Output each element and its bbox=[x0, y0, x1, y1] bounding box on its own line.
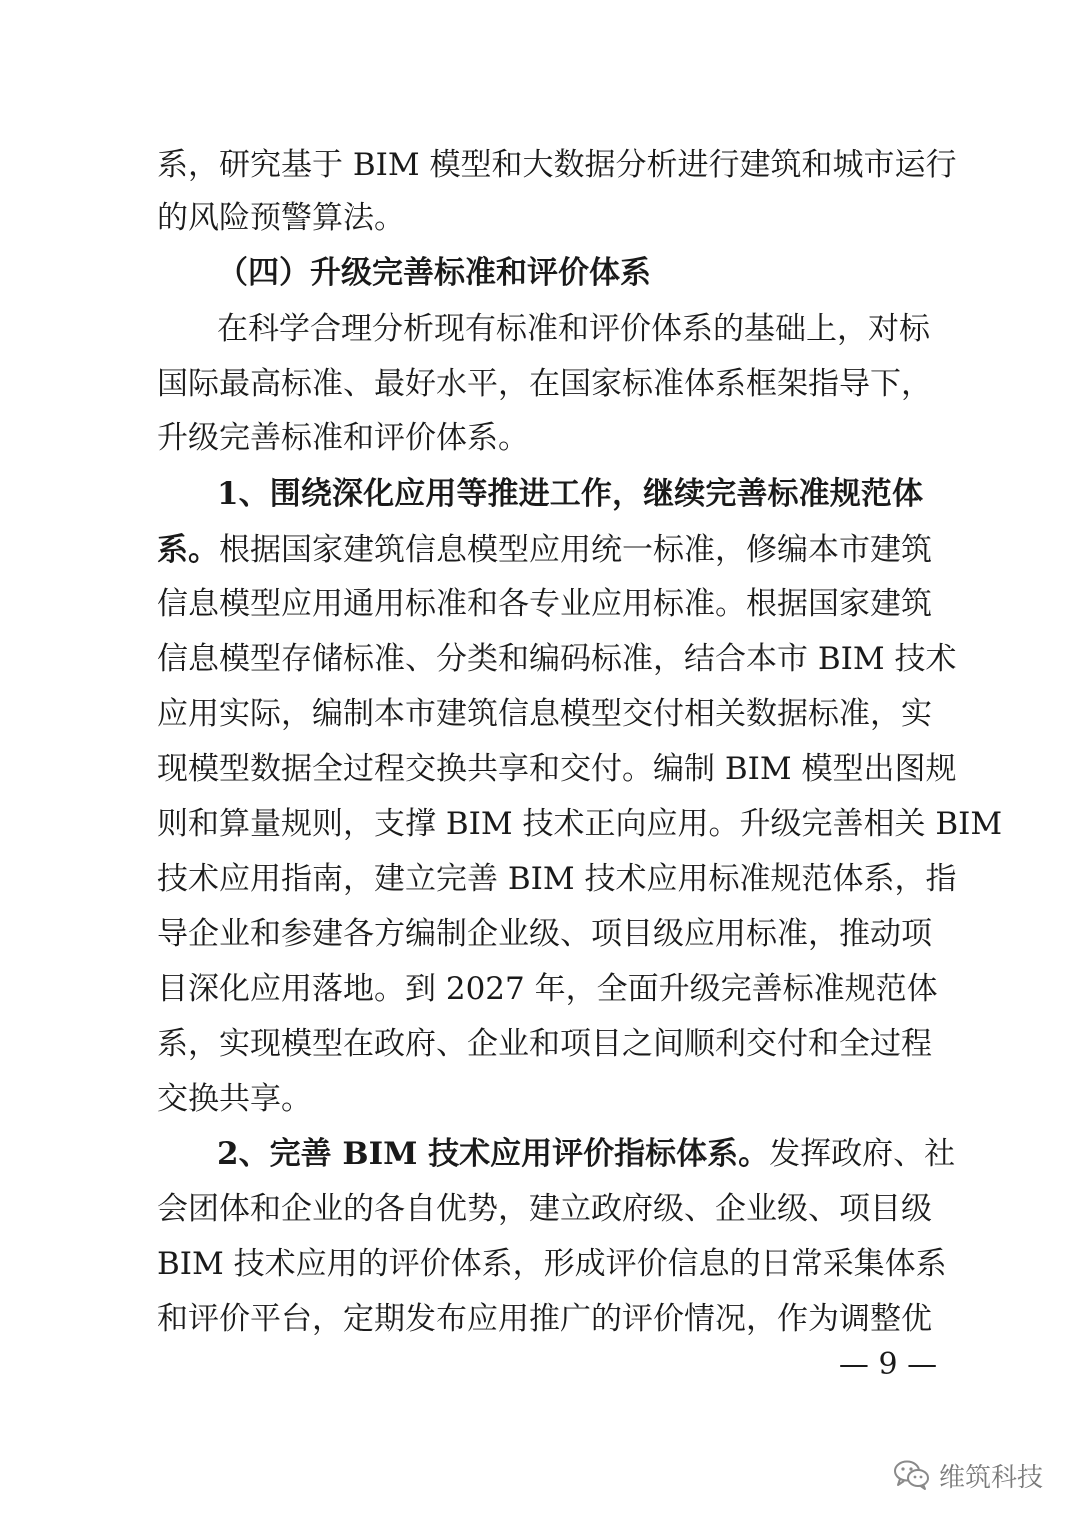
item-heading: 1、围绕深化应用等推进工作，继续完善标准规范体 bbox=[217, 476, 923, 512]
body-text-line: 信息模型存储标准、分类和编码标准，结合本市 BIM 技术 bbox=[157, 641, 957, 677]
body-text-run: 发挥政府、社 bbox=[769, 1136, 956, 1172]
page-number: — 9 — bbox=[838, 1347, 938, 1382]
item-heading: 2、完善 BIM 技术应用评价指标体系。 bbox=[217, 1136, 770, 1172]
body-text-line: 则和算量规则，支撑 BIM 技术正向应用。升级完善相关 BIM bbox=[157, 806, 1003, 842]
section-heading: （四）升级完善标准和评价体系 bbox=[217, 255, 651, 291]
body-text-line: 应用实际，编制本市建筑信息模型交付相关数据标准，实 bbox=[157, 696, 932, 732]
item-heading-tail: 系。 bbox=[157, 532, 219, 568]
body-text-line: 目深化应用落地。到 2027 年，全面升级完善标准规范体 bbox=[157, 971, 938, 1007]
body-text-line: 和评价平台，定期发布应用推广的评价情况，作为调整优 bbox=[157, 1301, 932, 1337]
body-text-line: 会团体和企业的各自优势，建立政府级、企业级、项目级 bbox=[157, 1191, 932, 1227]
body-text-line: 国际最高标准、最好水平，在国家标准体系框架指导下， bbox=[157, 366, 932, 402]
body-text-line: 交换共享。 bbox=[157, 1081, 312, 1117]
body-text-line bbox=[217, 1134, 956, 1174]
body-text-line: BIM 技术应用的评价体系，形成评价信息的日常采集体系 bbox=[157, 1246, 947, 1282]
watermark-text: 维筑科技 bbox=[939, 1462, 1044, 1493]
body-text-line: 现模型数据全过程交换共享和交付。编制 BIM 模型出图规 bbox=[157, 751, 957, 787]
watermark bbox=[893, 1455, 1043, 1495]
body-text-line: 的风险预警算法。 bbox=[157, 200, 405, 236]
body-text-line: 信息模型应用通用标准和各专业应用标准。根据国家建筑 bbox=[157, 586, 932, 622]
body-text-run: 根据国家建筑信息模型应用统一标准，修编本市建筑 bbox=[219, 532, 932, 568]
body-text-line: 技术应用指南，建立完善 BIM 技术应用标准规范体系，指 bbox=[157, 861, 957, 897]
body-text-line bbox=[157, 530, 932, 570]
body-text-line: 系，实现模型在政府、企业和项目之间顺利交付和全过程 bbox=[157, 1026, 932, 1062]
body-text-line: 升级完善标准和评价体系。 bbox=[157, 420, 529, 456]
body-text-line: 在科学合理分析现有标准和评价体系的基础上，对标 bbox=[217, 311, 930, 347]
wechat-icon bbox=[893, 1459, 931, 1491]
body-text-line: 系，研究基于 BIM 模型和大数据分析进行建筑和城市运行 bbox=[157, 147, 957, 183]
body-text-line: 导企业和参建各方编制企业级、项目级应用标准，推动项 bbox=[157, 916, 932, 952]
